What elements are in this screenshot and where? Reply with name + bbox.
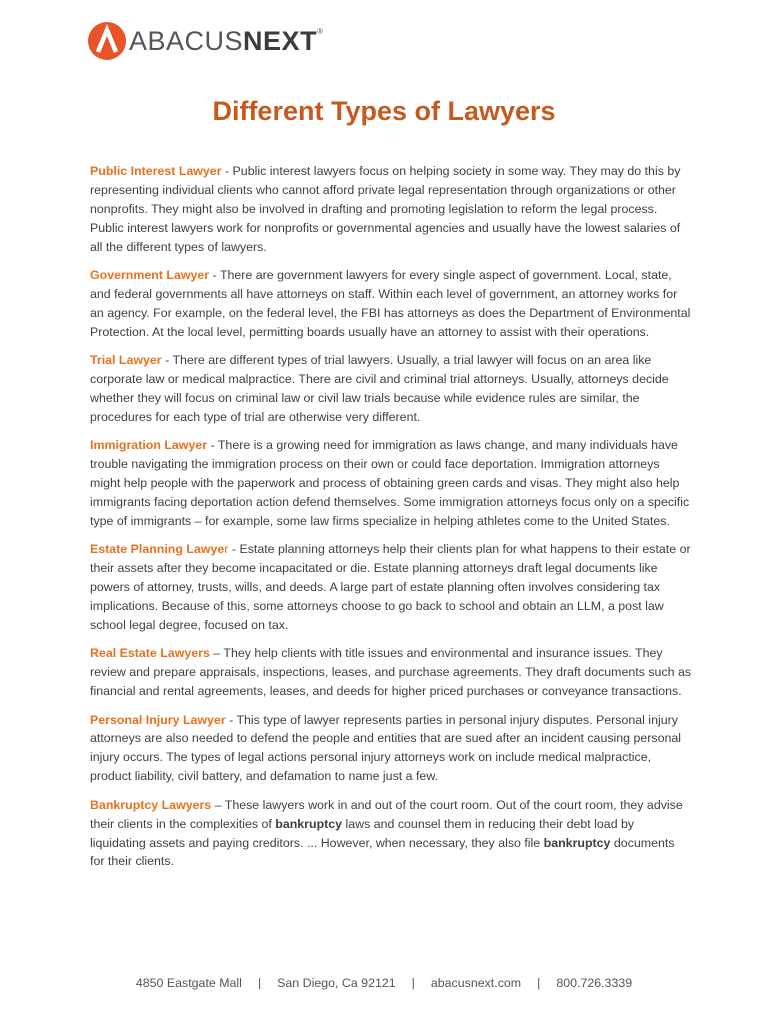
section-text: These lawyers work in and out of the court room. Out of the court room, they advise their clients in the complexities of bbox=[90, 797, 683, 831]
section-text: There are government lawyers for every single aspect of government. Local, state, and federal governments all have attorneys on staff. Within each level of government, an attorney works for an agency. For example, on the federal level, the FBI has attorneys as does the Department of Environmental Protection. At the local level, permitting boards usually have an attorney to assist with their operations. bbox=[90, 268, 691, 339]
document-body bbox=[90, 162, 692, 881]
section-text: This type of lawyer represents parties in personal injury disputes. Personal injury attorneys are also needed to defend the people and entities that are sued after an incident causing personal injury occurs. The types of legal actions personal injury attorneys work on include medical malpractice, product liability, civil battery, and defamation to name just a few. bbox=[90, 712, 682, 784]
logo-trademark: ® bbox=[317, 26, 324, 36]
section-estate-planning: Estate Planning Lawyer - Estate planning attorneys help their clients plan for what happens to their estate or their assets after they become incapacitated or die. Estate planning attorneys draft legal documents like powers of attorney, trusts, wills, and deeds. A large part of estate planning often involves considering tax implications. Because of this, some attorneys choose to go back to school and obtain an LLM, a post law school legal degree, focused on tax. bbox=[90, 542, 691, 632]
section-personal-injury: Personal Injury Lawyer - This type of lawyer represents parties in personal injury disputes. Personal injury attorneys are also needed to defend the people and entities that are sued after an incident causing personal injury occurs. The types of legal actions personal injury attorneys work on include medical malpractice, product liability, civil battery, and defamation to name just a few. bbox=[90, 712, 682, 784]
section-text: There are different types of trial lawyers. Usually, a trial lawyer will focus on an area like corporate law or medical malpractice. There are civil and criminal trial attorneys. Usually, attorneys decide whether they will focus on criminal law or civil law trials because while evidence rules are similar, the procedures for each type of trial are otherwise very different. bbox=[90, 353, 669, 424]
logo-next: NEXT bbox=[243, 25, 318, 56]
section-text: documents for their clients. bbox=[90, 835, 675, 869]
section-text: They help clients with title issues and environmental and insurance issues. They review and prepare appraisals, inspections, leases, and purchase agreements. They draft documents such as financial and rental agreements, leases, and deeds for higher priced purchases or conveyance transactions. bbox=[90, 646, 692, 699]
section-term: Personal Injury Lawyer bbox=[90, 712, 226, 727]
section-trial: Trial Lawyer - There are different types of trial lawyers. Usually, a trial lawyer will focus on an area like corporate law or medical malpractice. There are civil and criminal trial attorneys. Usually, attorneys decide whether they will focus on criminal law or civil law trials because while evidence rules are similar, the procedures for each type of trial are otherwise very different. bbox=[90, 353, 669, 424]
section-government: Government Lawyer - There are government lawyers for every single aspect of government. Local, state, and federal governments all have attorneys on staff. Within each level of government, an attorney works for an agency. For example, on the federal level, the FBI has attorneys as does the Department of Environmental Protection. At the local level, permitting boards usually have an attorney to assist with their operations. bbox=[90, 268, 691, 339]
section-public-interest: Public Interest Lawyer - Public interest lawyers focus on helping society in some way. They may do this by representing individual clients who cannot afford private legal representation through organizations or other nonprofits. They might also be involved in drafting and promoting legislation to reform the legal process. Public interest lawyers work for nonprofits or governmental agencies and usually have the lowest salaries of all the different types of lawyers. bbox=[90, 164, 681, 254]
section-term: Government Lawyer bbox=[90, 268, 210, 283]
section-text: There is a growing need for immigration as laws change, and many individuals have trouble navigating the immigration process on their own or could face deportation. Immigration attorneys might help people with the paperwork and process of obtaining green cards and visas. They might also help immigrants facing deportation action defend themselves. Some immigration attorneys focus only on a specific type of immigrants – for example, some law firms specialize in helping athletes come to the United States. bbox=[90, 438, 690, 528]
bold-keyword: bankruptcy bbox=[543, 835, 611, 850]
bold-keyword: bankruptcy bbox=[275, 816, 343, 831]
logo-abacus: ABACUS bbox=[129, 25, 244, 56]
section-term: Trial Lawyer bbox=[90, 353, 162, 368]
section-text: laws and counsel them in reducing their debt load by liquidating assets and paying creditors. ... However, when necessary, they also file bbox=[90, 816, 635, 850]
section-bankruptcy: Bankruptcy Lawyers – These lawyers work in and out of the court room. Out of the court room, they advise their clients in the complexities of bankruptcy laws and counsel them in reducing their debt load by liquidating assets and paying creditors. ... However, when necessary, they also file bankruptcy documents for their clients. bbox=[90, 797, 683, 869]
section-term: Estate Planning Lawye bbox=[90, 542, 225, 557]
section-real-estate: Real Estate Lawyers – They help clients with title issues and environmental and insurance issues. They review and prepare appraisals, inspections, leases, and purchase agreements. They draft documents such as financial and rental agreements, leases, and deeds for higher priced purchases or conveyance transactions. bbox=[90, 646, 692, 699]
section-term-tail: r bbox=[224, 542, 229, 557]
section-text: Estate planning attorneys help their clients plan for what happens to their estate or their assets after they become incapacitated or die. Estate planning attorneys draft legal documents like powers of attorney, trusts, wills, and deeds. A large part of estate planning often involves considering tax implications. Because of this, some attorneys choose to go back to school and obtain an LLM, a post law school legal degree, focused on tax. bbox=[90, 542, 691, 632]
section-term: Public Interest Lawyer bbox=[90, 164, 222, 178]
logo-wordmark bbox=[129, 25, 324, 56]
footer-divider: | bbox=[411, 976, 415, 990]
page-footer bbox=[0, 976, 768, 990]
page-title: Different Types of Lawyers bbox=[212, 96, 556, 126]
footer-divider: | bbox=[537, 976, 541, 990]
section-term: Immigration Lawyer bbox=[90, 438, 208, 453]
footer-phone: 800.726.3339 bbox=[556, 976, 633, 990]
section-term: Bankruptcy Lawyers bbox=[90, 797, 212, 812]
footer-address: 4850 Eastgate Mall bbox=[135, 976, 242, 990]
footer-divider: | bbox=[257, 976, 262, 990]
footer-website[interactable]: abacusnext.com bbox=[430, 976, 522, 990]
section-text: Public interest lawyers focus on helping society in some way. They may do this by representing individual clients who cannot afford private legal representation through organizations or other nonprofits. They might also be involved in drafting and promoting legislation to reform the legal process. Public interest lawyers work for nonprofits or governmental agencies and usually have the lowest salaries of all the different types of lawyers. bbox=[90, 164, 681, 254]
abacus-a-icon bbox=[88, 22, 126, 60]
footer-city: San Diego, Ca 92121 bbox=[277, 976, 396, 990]
section-term: Real Estate Lawyers bbox=[90, 646, 210, 661]
section-immigration: Immigration Lawyer - There is a growing need for immigration as laws change, and many individuals have trouble navigating the immigration process on their own or could face deportation. Immigration attorneys might help people with the paperwork and process of obtaining green cards and visas. They might also help immigrants facing deportation action defend themselves. Some immigration attorneys focus only on a specific type of immigrants – for example, some law firms specialize in helping athletes come to the United States. bbox=[90, 438, 690, 528]
abacusnext-logo bbox=[88, 22, 323, 60]
